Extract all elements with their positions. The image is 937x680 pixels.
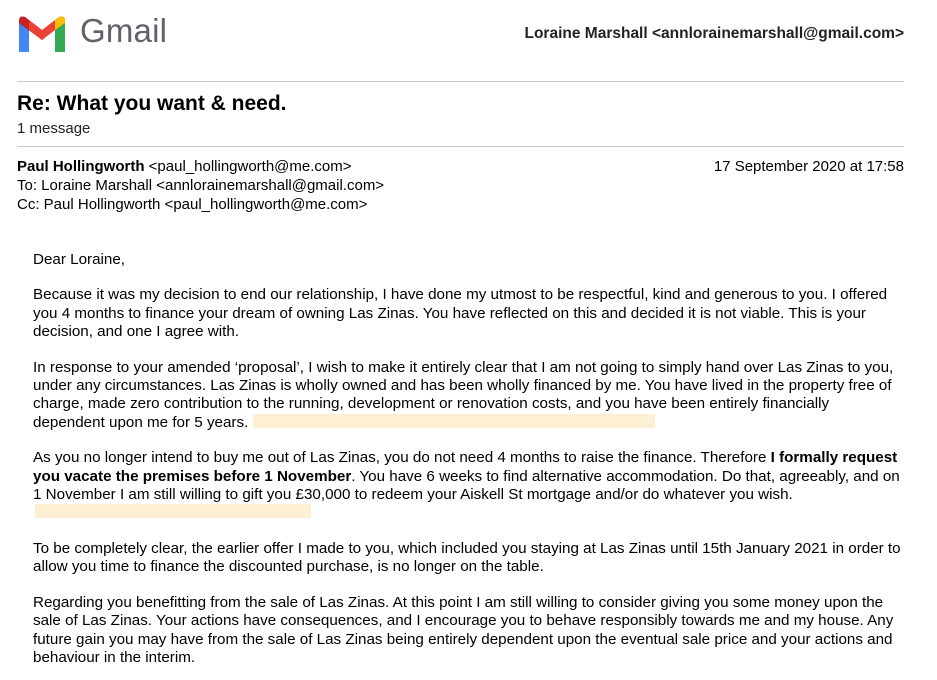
greeting: Dear Loraine, (33, 251, 126, 268)
paragraph-5: Regarding you benefitting from the sale of Las Zinas. At this point I am still willing to consider giving you some money upon the sale of Las Zinas. Your actions have consequences, and I encourage you to behave responsibly towards me and my house. Any future gain you may have from the sale of Las Zinas being entirely dependent upon the eventual sale price and your actions and behaviour in the interim. (33, 593, 894, 666)
header-divider (17, 81, 904, 82)
from-line (17, 157, 352, 176)
highlight-block (253, 414, 655, 428)
gmail-header (0, 0, 937, 75)
email-body (33, 251, 903, 680)
paragraph-3-text-b: . You have 6 weeks to find alternative accommodation. Do that, agreeably, and on 1 November I am still willing to gift you £30,000 to redeem your Aiskell St mortgage and/or do whatever you wish. (33, 467, 900, 504)
paragraph-2-text: In response to your amended ‘proposal’, I wish to make it entirely clear that I am not going to simply hand over Las Zinas to you, under any circumstances. Las Zinas is wholly owned and has been wholly financed by me. You have lived in the property free of charge, made zero contribution to the running, development or renovation costs, and you have been entirely financially dependent upon me for 5 years. (33, 358, 894, 431)
message-count: 1 message (17, 120, 91, 137)
paragraph-4: To be completely clear, the earlier offer I made to you, which included you staying at Las Zinas until 15th January 2021 in order to allow you time to finance the discounted purchase, is no longer on the table. (33, 539, 901, 576)
sender-email: <paul_hollingworth@me.com> (148, 158, 352, 175)
email-subject: Re: What you want & need. (17, 92, 287, 115)
gmail-logo-text: Gmail (80, 12, 168, 49)
paragraph-3-text-a: As you no longer intend to buy me out of Las Zinas, you do not need 4 months to raise the finance. Therefore (33, 449, 771, 467)
paragraph-3-bold: I formally request you vacate the premises before 1 November (33, 449, 898, 485)
highlight-block (35, 504, 311, 518)
paragraph-2 (33, 359, 903, 433)
account-name: Loraine Marshall <annlorainemarshall@gmail.com> (524, 25, 904, 42)
cc-line: Cc: Paul Hollingworth <paul_hollingworth@me.com> (17, 196, 368, 213)
gmail-m-logo-icon (16, 14, 68, 52)
subject-divider (17, 146, 904, 147)
to-line: To: Loraine Marshall <annlorainemarshall@gmail.com> (17, 177, 385, 194)
sent-date: 17 September 2020 at 17:58 (713, 158, 904, 175)
sender-name: Paul Hollingworth (17, 158, 145, 175)
paragraph-1: Because it was my decision to end our relationship, I have done my utmost to be respectful, kind and generous to you. I offered you 4 months to finance your dream of owning Las Zinas. You have reflected on this and decided it is not viable. This is your decision, and one I agree with. (33, 286, 888, 341)
paragraph-3 (33, 449, 903, 523)
